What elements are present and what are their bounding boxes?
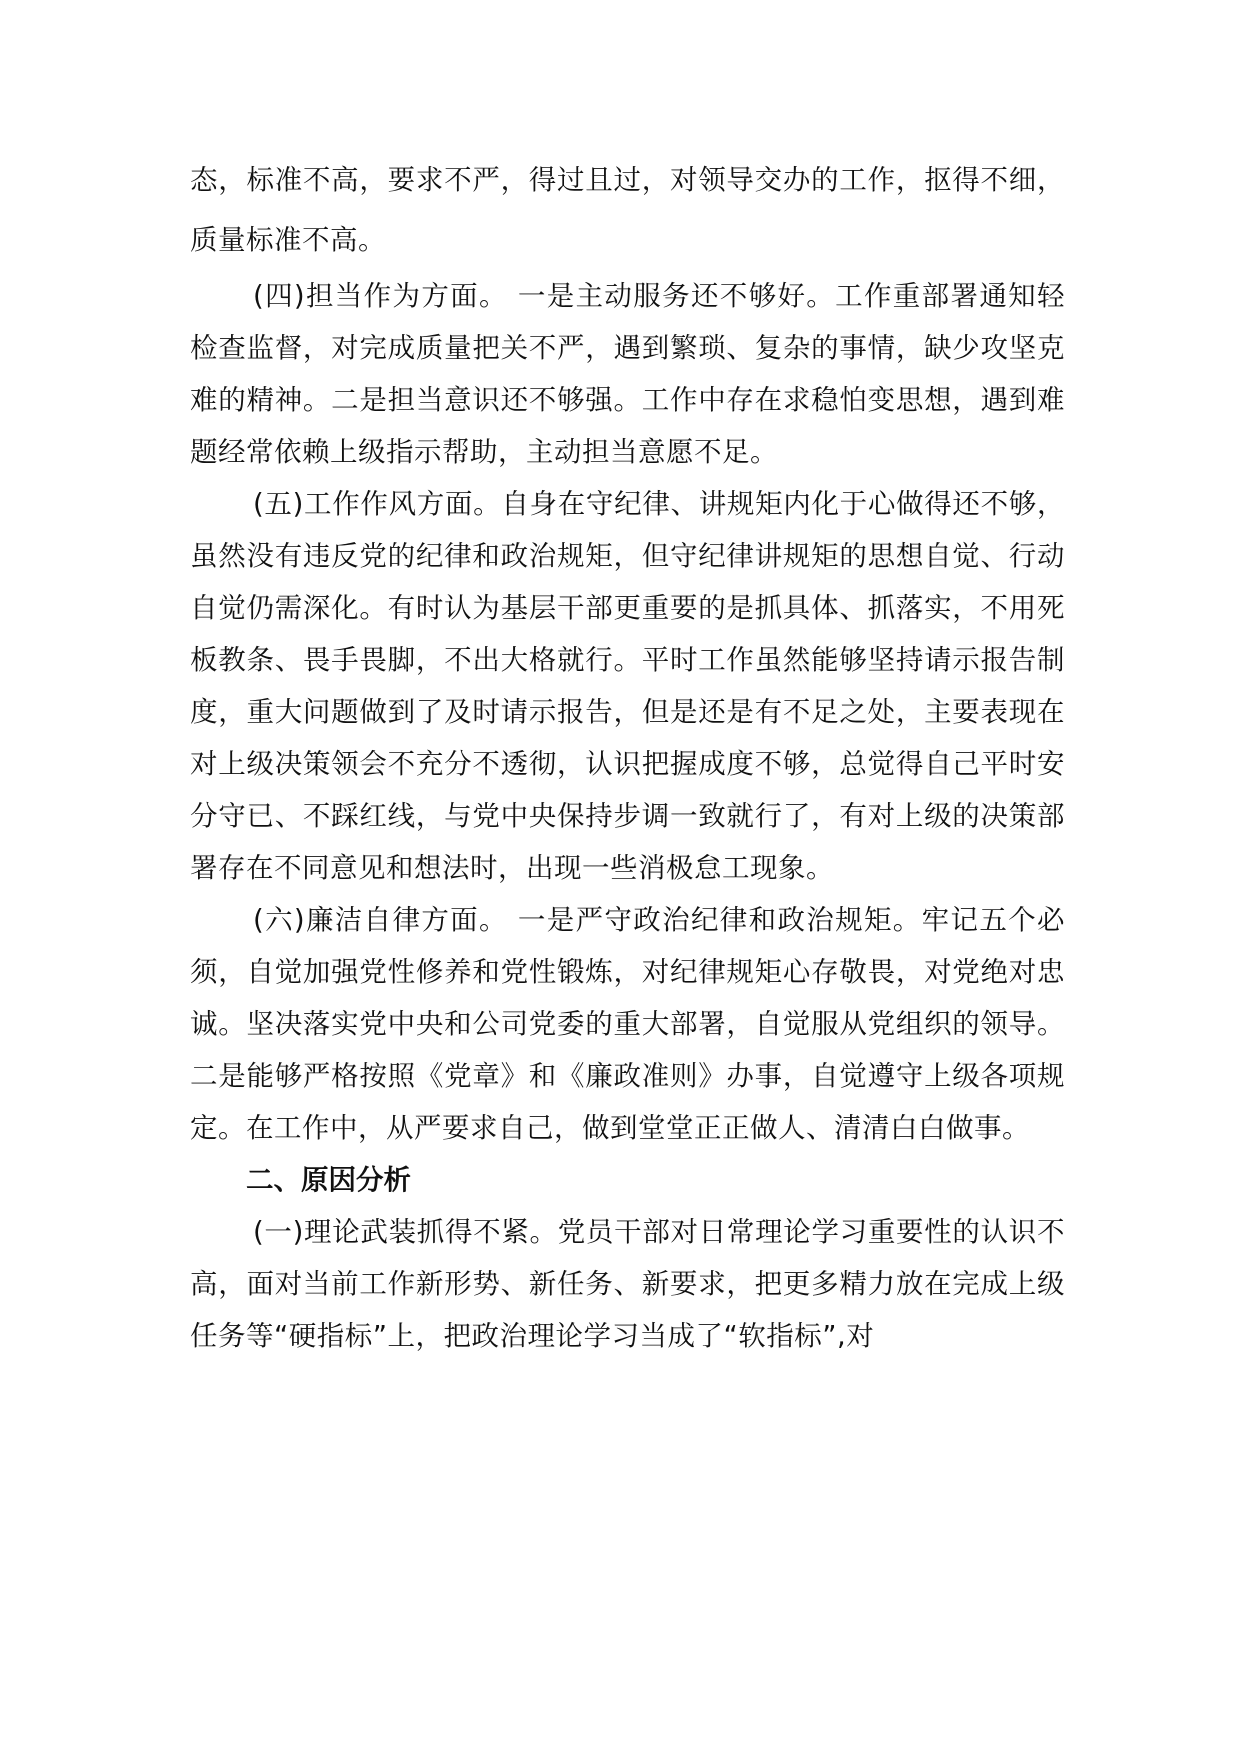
paragraph-work-style: (五)工作作风方面。自身在守纪律、讲规矩内化于心做得还不够，虽然没有违反党的纪律和政治规矩，但守纪律讲规矩的思想自觉、行动自觉仍需深化。有时认为基层干部更重要的是抓具体、抓落实，不用死板教条、畏手畏脚，不出大格就行。平时工作虽然能够坚持请示报告制度，重大问题做到了及时请示报告，但是还是有不足之处，主要表现在对上级决策领会不充分不透彻，认识把握成度不够，总觉得自己平时安分守已、不踩红线，与党中央保持步调一致就行了，有对上级的决策部署存在不同意见和想法时，出现一些消极怠工现象。 (190, 488, 1065, 884)
paragraph-work-standard-continued: 态，标准不高，要求不严，得过且过，对领导交办的工作，抠得不细，质量标准不高。 (190, 164, 1065, 256)
paragraph-theory-study: (一)理论武装抓得不紧。党员干部对日常理论学习重要性的认识不高，面对当前工作新形势、新任务、新要求，把更多精力放在完成上级任务等“硬指标”上，把政治理论学习当成了“软指标”,对 (190, 1216, 1065, 1352)
paragraph-integrity: (六)廉洁自律方面。 一是严守政治纪律和政治规矩。牢记五个必须，自觉加强党性修养和党性锻炼，对纪律规矩心存敬畏，对党绝对忠诚。坚决落实党中央和公司党委的重大部署，自觉服从党组织的领导。二是能够严格按照《党章》和《廉政准则》办事，自觉遵守上级各项规定。在工作中，从严要求自己，做到堂堂正正做人、清清白白做事。 (190, 904, 1065, 1144)
section-heading-cause-analysis: 二、原因分析 (246, 1164, 411, 1196)
document-page (190, 150, 1065, 1362)
paragraph-responsibility: (四)担当作为方面。 一是主动服务还不够好。工作重部署通知轻检查监督，对完成质量把关不严，遇到繁琐、复杂的事情，缺少攻坚克难的精神。二是担当意识还不够强。工作中存在求稳怕变思想，遇到难题经常依赖上级指示帮助，主动担当意愿不足。 (190, 280, 1065, 468)
